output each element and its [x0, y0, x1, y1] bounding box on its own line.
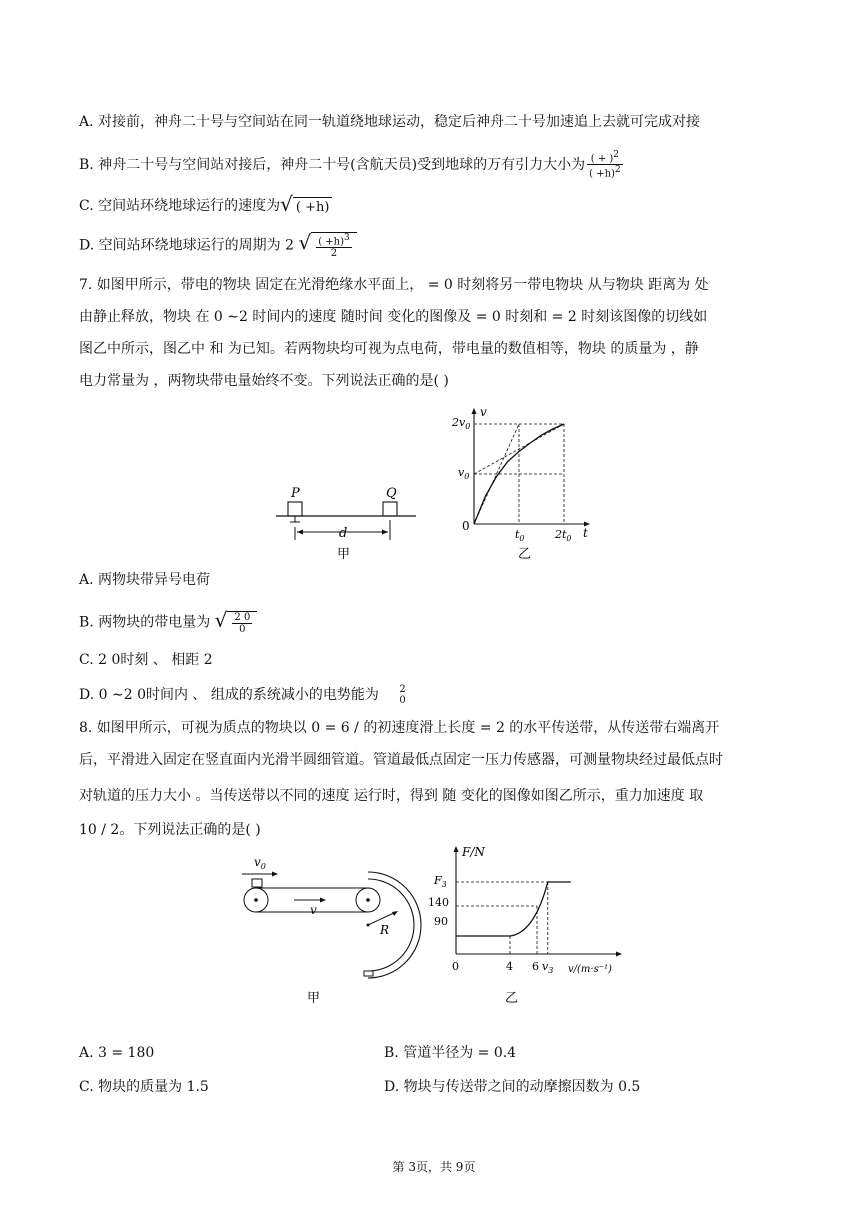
q7-option-d-text: D. 0 ∼2 0时间内 、 组成的系统减小的电势能为 [79, 687, 379, 703]
axis-f-label: F/N [462, 845, 485, 859]
q7-figure-yi [440, 404, 600, 564]
page-number: 第 3页，共 9页 [392, 1160, 476, 1174]
q6-option-a: A. 对接前，神舟二十号与空间站在同一轨道绕地球运动，稳定后神舟二十号加速追上去就可完成对接 [79, 114, 701, 130]
ytick-90: 90 [434, 915, 448, 928]
q7-option-d [79, 684, 410, 706]
q7-stem-line-1: 7. 如图甲所示，带电的物块 固定在光滑绝缘水平面上， = 0 时刻将另一带电物块 从与物块 距离为 处 [79, 277, 709, 293]
ytick-2v0: $2v_0$ [452, 416, 471, 431]
q7-b-sqrt: √ $\frac{2 0}{0}$ [215, 610, 258, 635]
label-d: d [339, 526, 348, 541]
q6-c-sqrt: √ ( +h) [280, 194, 332, 218]
q6-option-b-fraction [587, 150, 623, 180]
q7-d-fraction [397, 684, 407, 706]
label-r: R [380, 923, 390, 937]
xtick-4: 4 [506, 960, 513, 973]
q7-option-b [79, 610, 257, 635]
q8-stem-line-2: 后，平滑进入固定在竖直面内光滑半圆细管道。管道最低点固定一压力传感器，可测量物块经过最低点时 [79, 752, 723, 768]
q8-stem-line-3: 对轨道的压力大小 。当传送带以不同的速度 运行时，得到 随 变化的图像如图乙所示，重力加速度 取 [79, 788, 704, 804]
q7-stem-line-4: 电力常量为 ，两物块带电量始终不变。下列说法正确的是( ) [79, 373, 449, 389]
q6-d-sqrt: √ $\frac{( +h)3}{2}$ [298, 232, 356, 259]
q6-d-denominator: 2 [330, 248, 338, 260]
caption-jia-8: 甲 [307, 991, 321, 1006]
q6-option-c-text: C. 空间站环绕地球运行的速度为 [79, 198, 281, 214]
xtick-6: 6 [532, 960, 539, 973]
label-q: Q [386, 486, 397, 501]
q8-figure-jia [232, 850, 422, 1010]
q7-figure-jia [270, 470, 420, 565]
q8-stem-line-4: 10 / 2。下列说法正确的是( ) [79, 822, 261, 838]
q6-c-radicand: ( +h) [293, 197, 333, 218]
q6-b-denominator: ( +h) [589, 168, 615, 180]
axis-v-label: v [480, 405, 487, 419]
pipe-inner [368, 879, 414, 971]
q8-option-b: B. 管道半径为 = 0.4 [384, 1045, 517, 1061]
ytick-v0: $v_0$ [458, 466, 470, 481]
q6-d-num-exp: 3 [344, 233, 350, 243]
q7-d-denominator: 0 [399, 695, 406, 706]
q8-option-d: D. 物块与传送带之间的动摩擦因数为 0.5 [384, 1079, 641, 1095]
axis-t-label: t [583, 526, 588, 540]
q7-option-c: C. 2 0时刻 、 相距 2 [79, 652, 213, 668]
q6-b-numerator: ( + ) [590, 153, 614, 165]
q6-option-b-text: B. 神舟二十号与空间站对接后，神舟二十号(含航天员)受到地球的万有引力大小为 [79, 156, 586, 173]
q7-stem-line-3: 图乙中所示，图乙中 和 为已知。若两物块均可视为点电荷，带电量的数值相等，物块 的质量为 ，静 [79, 341, 699, 357]
q8-option-c: C. 物块的质量为 1.5 [79, 1079, 209, 1095]
caption-jia: 甲 [337, 547, 351, 562]
ytick-f3: $F_3$ [434, 874, 447, 889]
q6-option-c [79, 194, 332, 218]
xtick-v3: $v_3$ [542, 960, 554, 975]
xtick-2t0: $2t_0$ [555, 528, 572, 543]
pressure-sensor [364, 971, 373, 976]
xtick-t0: $t_0$ [515, 528, 525, 543]
label-v0: $v_0$ [254, 855, 266, 871]
q7-chart-plot [474, 424, 564, 524]
origin-label: 0 [462, 519, 470, 533]
q6-b-den-exp: 2 [614, 165, 621, 176]
caption-yi-8: 乙 [505, 991, 519, 1006]
q6-option-b [79, 150, 625, 180]
axis-v-label-8: v/(m·s⁻¹) [568, 964, 612, 975]
q7-b-numerator: 2 0 [234, 612, 251, 623]
caption-yi: 乙 [518, 547, 532, 562]
block [252, 879, 262, 887]
q7-option-b-text: B. 两物块的带电量为 [79, 614, 211, 631]
ytick-140: 140 [428, 896, 449, 909]
q6-option-d [79, 232, 357, 259]
xtick-0: 0 [452, 960, 459, 973]
block-q [383, 502, 397, 516]
label-p: P [291, 486, 300, 501]
block-p [288, 502, 302, 516]
label-v: v [310, 903, 317, 917]
q8-chart-plot [456, 882, 571, 954]
q8-option-a: A. 3 = 180 [79, 1045, 155, 1061]
q8-stem-line-1: 8. 如图甲所示，可视为质点的物块以 0 = 6 / 的初速度滑上长度 = 2 的水平传送带，从传送带右端离开 [79, 720, 720, 736]
force-curve [456, 882, 571, 936]
q6-b-num-exp: 2 [613, 150, 620, 160]
q7-option-a: A. 两物块带异号电荷 [79, 572, 211, 588]
q7-d-numerator: 2 [399, 684, 406, 695]
q7-stem-line-2 [79, 307, 707, 327]
q6-option-d-text: D. 空间站环绕地球运行的周期为 2 [79, 237, 294, 254]
q7-stem-line-2-text: 由静止释放，物块 在 0 ∼2 时间内的速度 随时间 变化的图像及 = 0 时刻和 = 2 时刻该图像的切线如 [79, 309, 708, 325]
q8-figure-yi [420, 840, 640, 1010]
q7-b-denominator: 0 [239, 624, 246, 635]
q6-d-numerator: ( +h) [318, 236, 344, 248]
